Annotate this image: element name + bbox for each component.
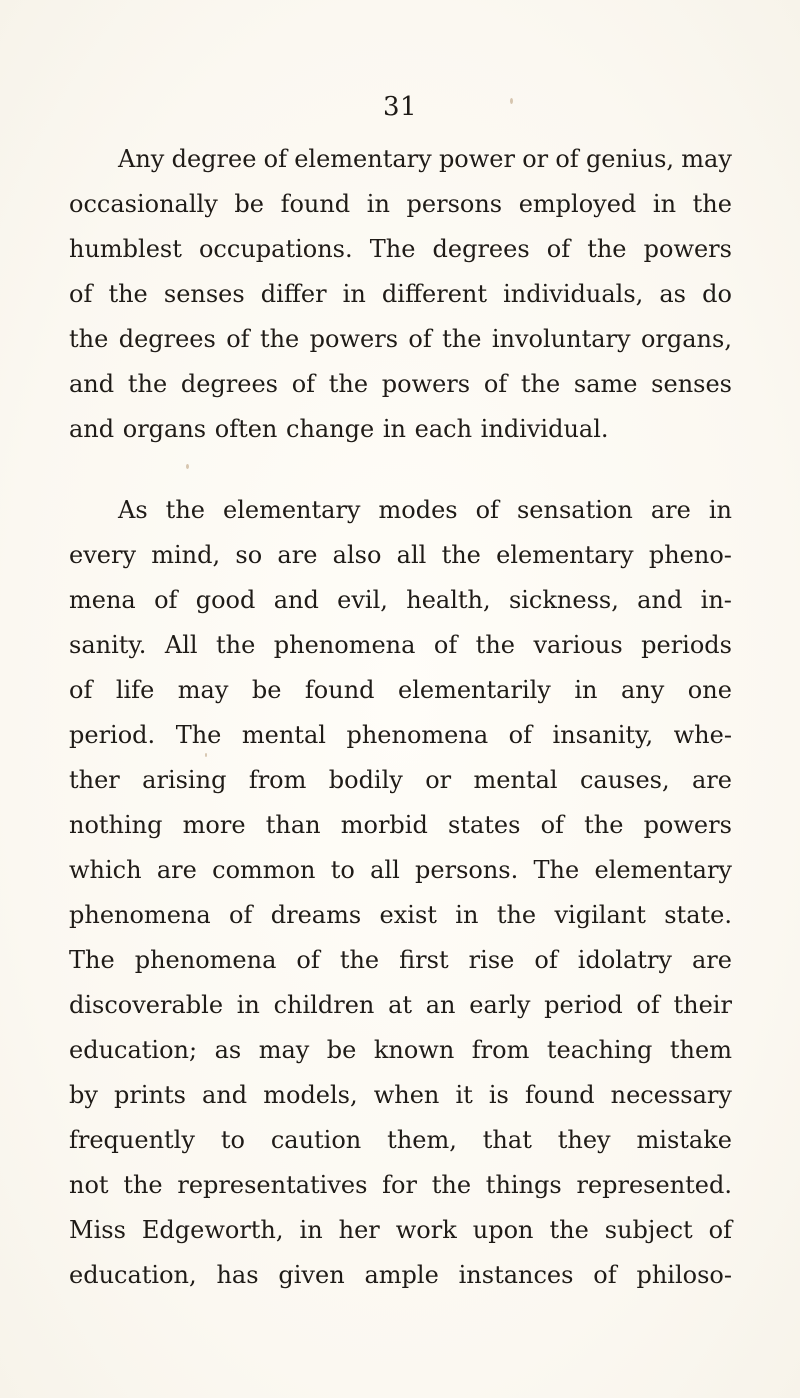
text-line: nothing more than morbid states of the powers — [69, 811, 732, 839]
text-line: and the degrees of the powers of the same senses — [69, 370, 732, 398]
text-line: by prints and models, when it is found necessary — [69, 1081, 732, 1109]
text-line: As the elementary modes of sensation are in — [118, 496, 732, 524]
text-line: humblest occupations. The degrees of the powers — [69, 235, 732, 263]
text-line: Any degree of elementary power or of genius, may — [118, 145, 732, 173]
paper-speck — [510, 98, 513, 104]
page-number: 31 — [382, 92, 418, 122]
text-line: of life may be found elementarily in any one — [69, 676, 732, 704]
text-line: and organs often change in each individual. — [69, 415, 609, 443]
text-line: phenomena of dreams exist in the vigilant state. — [69, 901, 732, 929]
text-line: occasionally be found in persons employed in the — [69, 190, 732, 218]
text-line: discoverable in children at an early period of their — [69, 991, 732, 1019]
text-line: frequently to caution them, that they mistake — [69, 1126, 732, 1154]
text-line: the degrees of the powers of the involuntary organs, — [69, 325, 732, 353]
text-line: of the senses differ in different individuals, as do — [69, 280, 732, 308]
text-line: which are common to all persons. The elementary — [69, 856, 732, 884]
text-line: The phenomena of the first rise of idolatry are — [69, 946, 732, 974]
paper-speck — [205, 753, 207, 757]
text-line: Miss Edgeworth, in her work upon the subject of — [69, 1216, 732, 1244]
text-line: education; as may be known from teaching them — [69, 1036, 732, 1064]
text-line: education, has given ample instances of philoso- — [69, 1261, 732, 1289]
text-line: not the representatives for the things represented. — [69, 1171, 732, 1199]
text-line: ther arising from bodily or mental causes, are — [69, 766, 732, 794]
text-line: mena of good and evil, health, sickness, and in- — [69, 586, 732, 614]
paper-speck — [186, 464, 189, 469]
text-line: every mind, so are also all the elementary pheno- — [69, 541, 732, 569]
text-line: sanity. All the phenomena of the various periods — [69, 631, 732, 659]
text-line: period. The mental phenomena of insanity, whe- — [69, 721, 732, 749]
